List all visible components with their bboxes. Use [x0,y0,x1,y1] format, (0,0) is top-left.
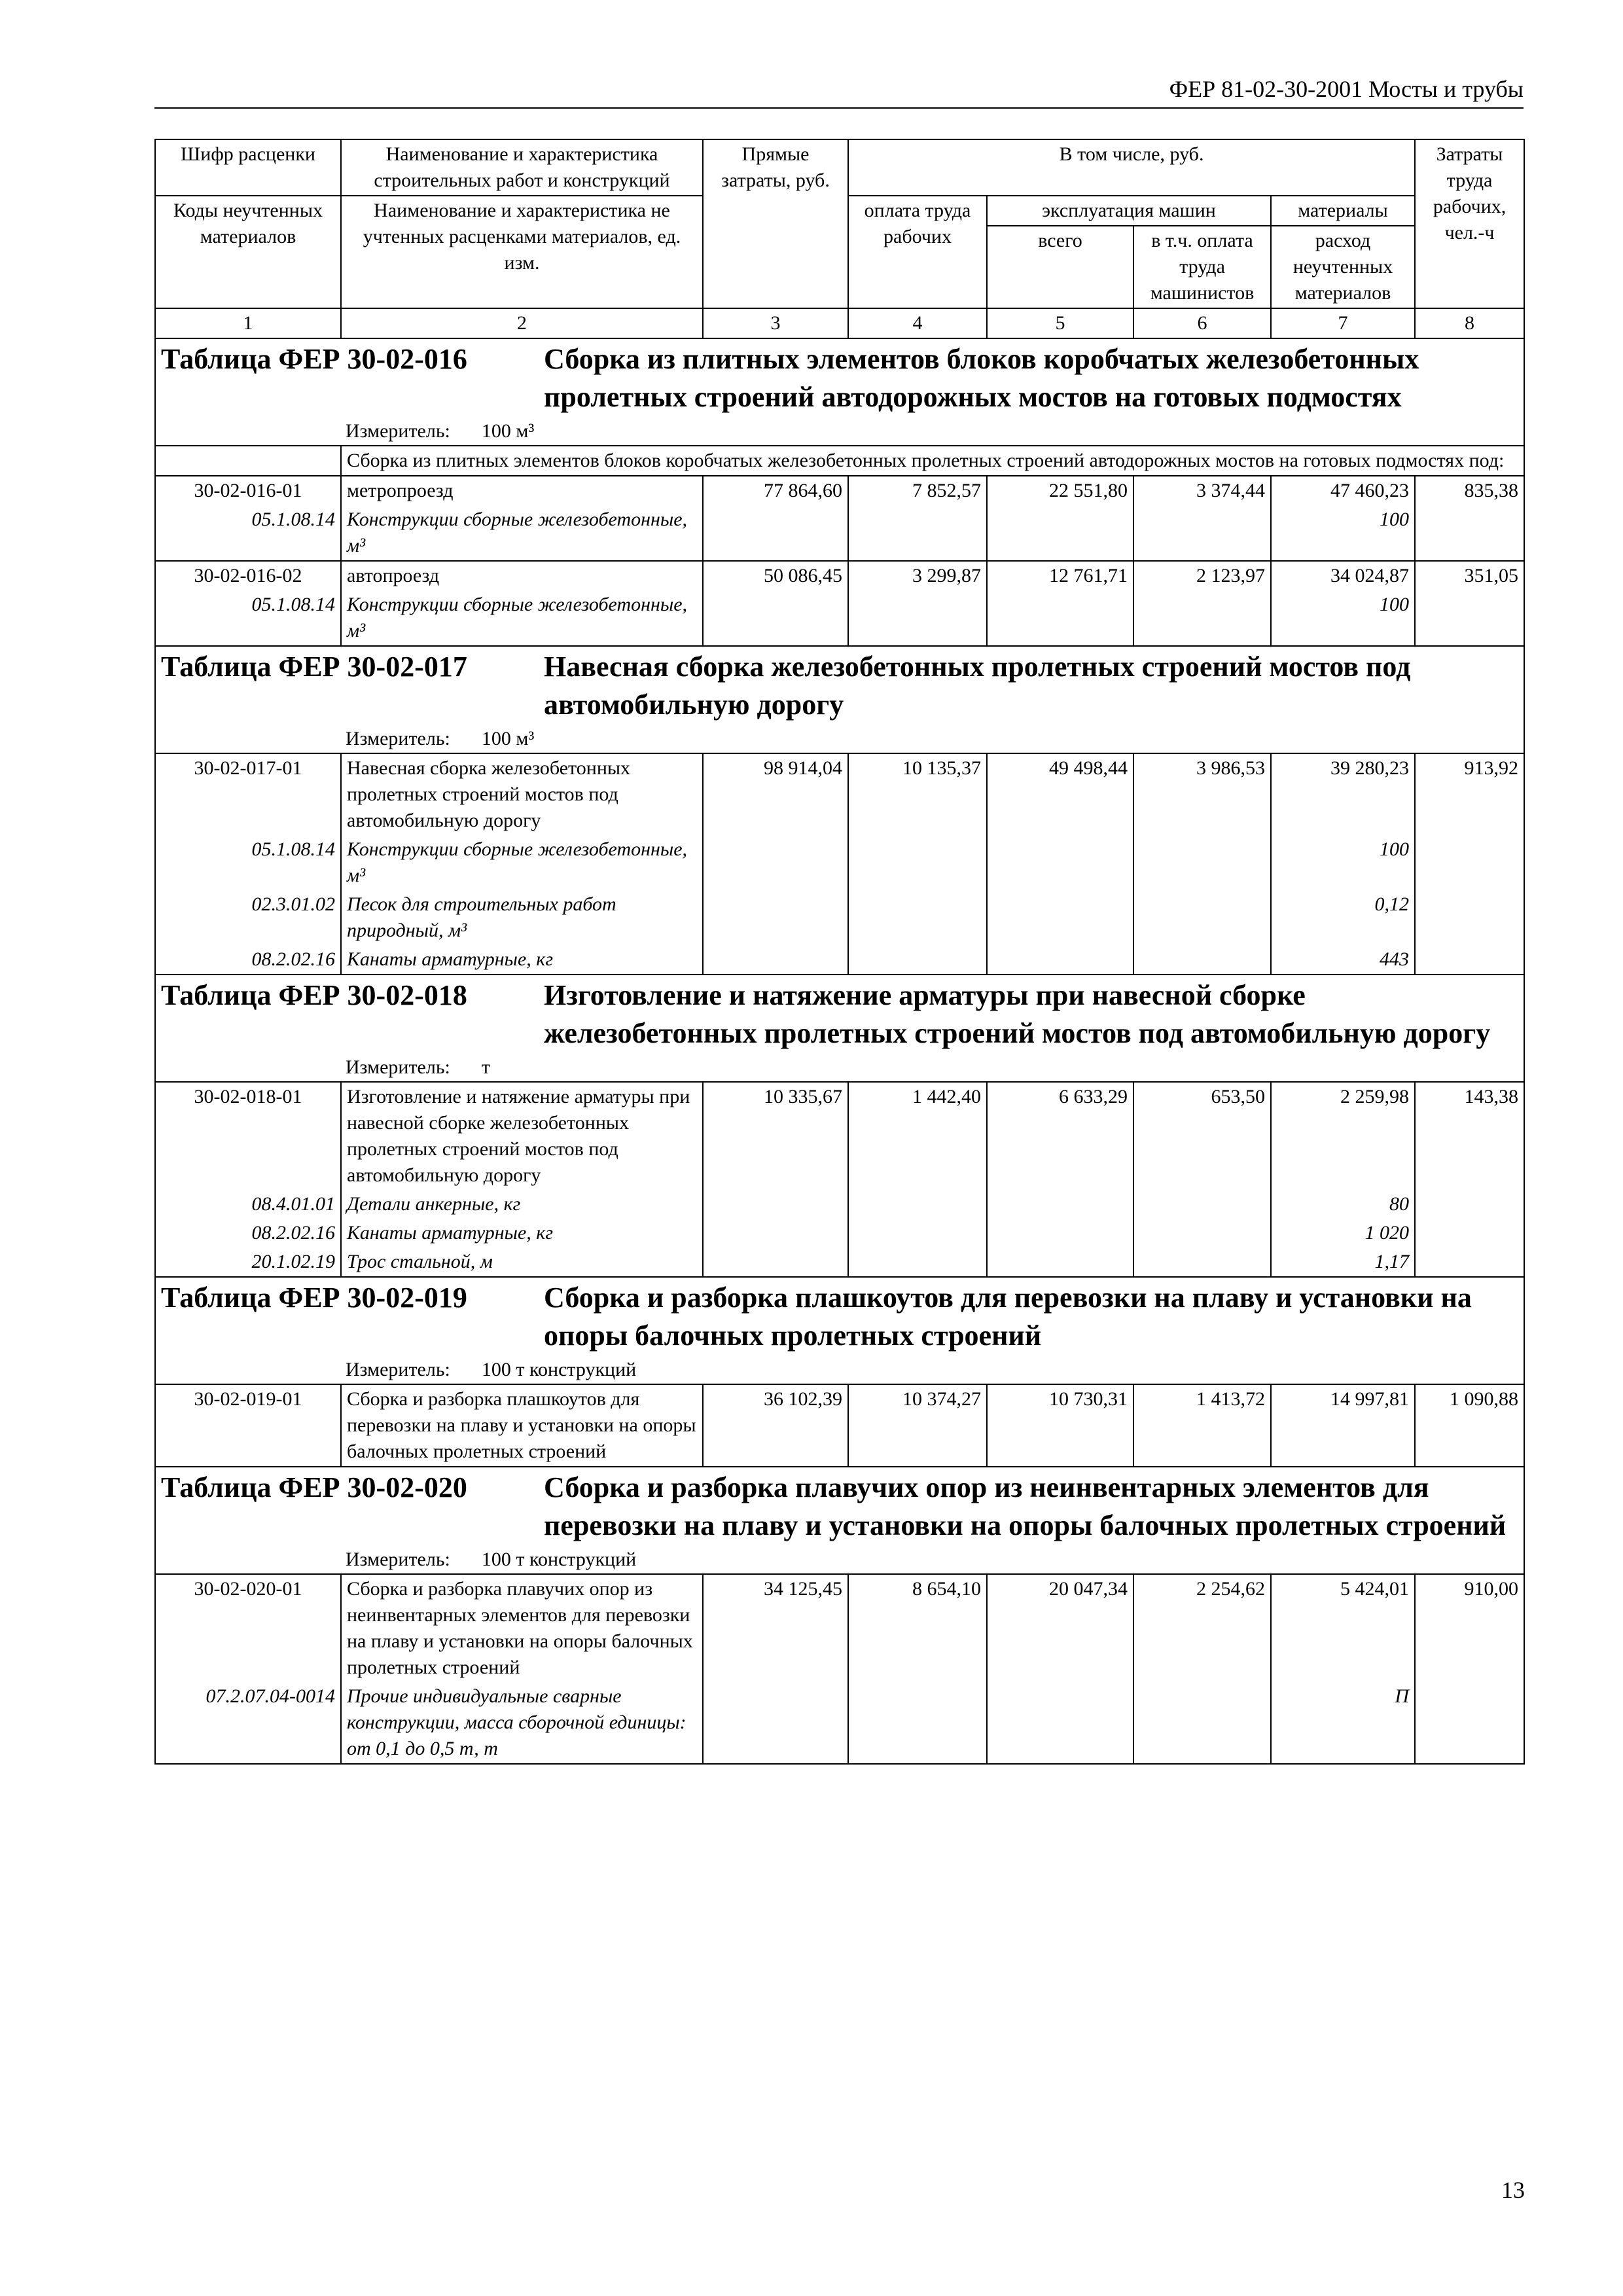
col-header-vtom: В том числе, руб. [848,139,1415,196]
material-code: 05.1.08.14 [155,505,341,561]
measure-cell [155,725,1524,753]
col-header-zatraty: Затраты труда рабочих, чел.-ч [1415,139,1524,308]
row-labor: 10 135,37 [848,753,987,975]
col-header-pryamye: Прямые затраты, руб. [703,139,848,308]
material-name: Канаты арматурные, кг [341,945,703,975]
row-name: Сборка и разборка плашкоутов для перевозки на плаву и установки на опоры балочных пролетных строений [341,1384,703,1467]
row-mat: 39 280,23 [1271,753,1415,835]
measure-row [155,1356,1524,1384]
table-title: Сборка и разборка плашкоутов для перевозки на плаву и установки на опоры балочных пролетных строений [544,1282,1472,1352]
row-direct: 34 125,45 [703,1574,848,1764]
table-heading-row [155,1467,1524,1546]
col-header-vtch: в т.ч. оплата труда машинистов [1133,226,1271,308]
group-text: Сборка из плитных элементов блоков коробчатых железобетонных пролетных строений автодорожных мостов на готовых подмостях под: [341,446,1524,476]
row-mach-labor: 2 123,97 [1133,561,1271,646]
table-title: Сборка и разборка плавучих опор из неинвентарных элементов для перевозки на плаву и установки на опоры балочных пролетных строений [544,1471,1507,1541]
material-name: Конструкции сборные железобетонные, м³ [341,505,703,561]
measure-unit: 100 т конструкций [481,1359,637,1380]
col-number: 6 [1133,308,1271,338]
row-mach: 10 730,31 [987,1384,1133,1467]
material-name: Канаты арматурные, кг [341,1219,703,1247]
row-name: метропроезд [341,476,703,505]
row-mach: 49 498,44 [987,753,1133,975]
table-heading [155,1467,1524,1546]
col-number: 8 [1415,308,1524,338]
measure-label: Измеритель: [346,1056,450,1078]
row-direct: 10 335,67 [703,1082,848,1277]
col-number: 1 [155,308,341,338]
material-name: Конструкции сборные железобетонные, м³ [341,590,703,646]
row-code: 30-02-016-02 [155,561,341,590]
row-name: автопроезд [341,561,703,590]
page-header [154,72,1524,109]
measure [161,1547,1518,1572]
col-number: 5 [987,308,1133,338]
table-heading [155,646,1524,725]
measure-cell [155,1356,1524,1384]
material-code: 07.2.07.04-0014 [155,1682,341,1764]
col-header-oplata: оплата труда рабочих [848,196,987,308]
row-code: 30-02-020-01 [155,1574,341,1682]
row-hours: 351,05 [1415,561,1524,646]
material-name: Песок для строительных работ природный, м³ [341,890,703,945]
table-heading-row [155,1277,1524,1356]
table-heading-wrap [161,340,1518,416]
measure-row [155,1546,1524,1574]
row-name: Навесная сборка железобетонных пролетных строений мостов под автомобильную дорогу [341,753,703,835]
row-hours: 913,92 [1415,753,1524,975]
table-heading [155,1277,1524,1356]
material-qty: 443 [1271,945,1415,975]
row-mach-labor: 3 986,53 [1133,753,1271,975]
table-code: Таблица ФЕР 30-02-020 [161,1471,467,1503]
measure-unit: т [481,1056,490,1078]
material-qty: 100 [1271,835,1415,890]
row-code: 30-02-016-01 [155,476,341,505]
row-labor: 8 654,10 [848,1574,987,1764]
col-header-kody: Коды неучтенных материалов [155,196,341,308]
col-header-ekspl: эксплуатация машин [987,196,1271,226]
row-mat: 47 460,23 [1271,476,1415,505]
row-mach-labor: 2 254,62 [1133,1574,1271,1764]
row-mach-labor: 3 374,44 [1133,476,1271,561]
measure [161,726,1518,751]
table-row [155,1082,1524,1190]
measure-cell [155,1054,1524,1082]
col-number: 7 [1271,308,1415,338]
table-title: Навесная сборка железобетонных пролетных строений мостов под автомобильную дорогу [544,651,1411,721]
table-heading-wrap [161,648,1518,724]
row-name: Сборка и разборка плавучих опор из неинвентарных элементов для перевозки на плаву и установки на опоры балочных пролетных строений [341,1574,703,1682]
row-mach: 20 047,34 [987,1574,1133,1764]
table-row [155,1574,1524,1682]
table-row [155,561,1524,590]
page-number: 13 [1501,2177,1525,2203]
col-header-naim2: Наименование и характеристика не учтенных расценками материалов, ед. изм. [341,196,703,308]
table-heading-row [155,338,1524,418]
row-hours: 835,38 [1415,476,1524,561]
measure-unit: 100 м³ [481,420,535,442]
row-hours: 143,38 [1415,1082,1524,1277]
col-header-materialy: материалы [1271,196,1415,226]
material-code: 05.1.08.14 [155,835,341,890]
material-code: 02.3.01.02 [155,890,341,945]
table-row [155,1384,1524,1467]
measure-unit: 100 м³ [481,728,535,749]
col-header-shifr: Шифр расценки [155,139,341,196]
measure-row [155,1054,1524,1082]
material-name: Конструкции сборные железобетонные, м³ [341,835,703,890]
row-mach: 12 761,71 [987,561,1133,646]
measure [161,419,1518,444]
col-number: 4 [848,308,987,338]
material-name: Трос стальной, м [341,1247,703,1277]
row-code: 30-02-017-01 [155,753,341,835]
material-qty: 100 [1271,505,1415,561]
row-direct: 36 102,39 [703,1384,848,1467]
group-row [155,446,1524,476]
row-direct: 50 086,45 [703,561,848,646]
row-code: 30-02-019-01 [155,1384,341,1467]
col-header-vsego: всего [987,226,1133,308]
table-code: Таблица ФЕР 30-02-016 [161,343,467,375]
measure [161,1357,1518,1382]
row-direct: 77 864,60 [703,476,848,561]
table-code: Таблица ФЕР 30-02-019 [161,1282,467,1314]
row-mach: 6 633,29 [987,1082,1133,1277]
table-title: Изготовление и натяжение арматуры при навесной сборке железобетонных пролетных строений мостов под автомобильную дорогу [544,979,1491,1049]
measure-label: Измеритель: [346,420,450,442]
material-qty: 100 [1271,590,1415,646]
row-mach-labor: 653,50 [1133,1082,1271,1277]
measure-label: Измеритель: [346,728,450,749]
table-heading [155,975,1524,1054]
row-code: 30-02-018-01 [155,1082,341,1190]
row-labor: 10 374,27 [848,1384,987,1467]
row-mat: 14 997,81 [1271,1384,1415,1467]
measure-unit: 100 т конструкций [481,1549,637,1570]
measure-row [155,725,1524,753]
material-qty: 1,17 [1271,1247,1415,1277]
document-title: ФЕР 81-02-30-2001 Мосты и трубы [1169,76,1524,102]
col-number: 3 [703,308,848,338]
material-code: 08.2.02.16 [155,1219,341,1247]
table-row [155,753,1524,835]
col-header-naim: Наименование и характеристика строительных работ и конструкций [341,139,703,196]
row-mach-labor: 1 413,72 [1133,1384,1271,1467]
header-row-1 [155,139,1524,196]
row-labor: 3 299,87 [848,561,987,646]
row-mat: 5 424,01 [1271,1574,1415,1682]
row-mach: 22 551,80 [987,476,1133,561]
material-code: 05.1.08.14 [155,590,341,646]
table-heading-wrap [161,977,1518,1052]
table-heading-row [155,646,1524,725]
row-mat: 34 024,87 [1271,561,1415,590]
material-qty: 80 [1271,1190,1415,1219]
row-hours: 1 090,88 [1415,1384,1524,1467]
measure-label: Измеритель: [346,1549,450,1570]
table-heading-wrap [161,1279,1518,1355]
material-code: 08.4.01.01 [155,1190,341,1219]
table-code: Таблица ФЕР 30-02-018 [161,979,467,1011]
row-mat: 2 259,98 [1271,1082,1415,1190]
table-heading [155,338,1524,418]
col-number: 2 [341,308,703,338]
material-code: 08.2.02.16 [155,945,341,975]
table-title: Сборка из плитных элементов блоков коробчатых железобетонных пролетных строений автодорожных мостов на готовых подмостях [544,343,1419,413]
row-labor: 7 852,57 [848,476,987,561]
material-qty: 1 020 [1271,1219,1415,1247]
measure-cell [155,418,1524,446]
table-heading-wrap [161,1469,1518,1545]
table-heading-row [155,975,1524,1054]
row-name: Изготовление и натяжение арматуры при навесной сборке железобетонных пролетных строений мостов под автомобильную дорогу [341,1082,703,1190]
measure-cell [155,1546,1524,1574]
row-labor: 1 442,40 [848,1082,987,1277]
row-hours: 910,00 [1415,1574,1524,1764]
row-direct: 98 914,04 [703,753,848,975]
group-code-cell [155,446,341,476]
material-code: 20.1.02.19 [155,1247,341,1277]
material-qty: П [1271,1682,1415,1764]
column-numbers-row [155,308,1524,338]
col-header-rashod: расход неучтенных материалов [1271,226,1415,308]
material-qty: 0,12 [1271,890,1415,945]
material-name: Прочие индивидуальные сварные конструкции, масса сборочной единицы: от 0,1 до 0,5 т, т [341,1682,703,1764]
table-code: Таблица ФЕР 30-02-017 [161,651,467,683]
table-row [155,476,1524,505]
measure-row [155,418,1524,446]
measure-label: Измеритель: [346,1359,450,1380]
price-table [154,139,1525,1765]
measure [161,1055,1518,1080]
material-name: Детали анкерные, кг [341,1190,703,1219]
